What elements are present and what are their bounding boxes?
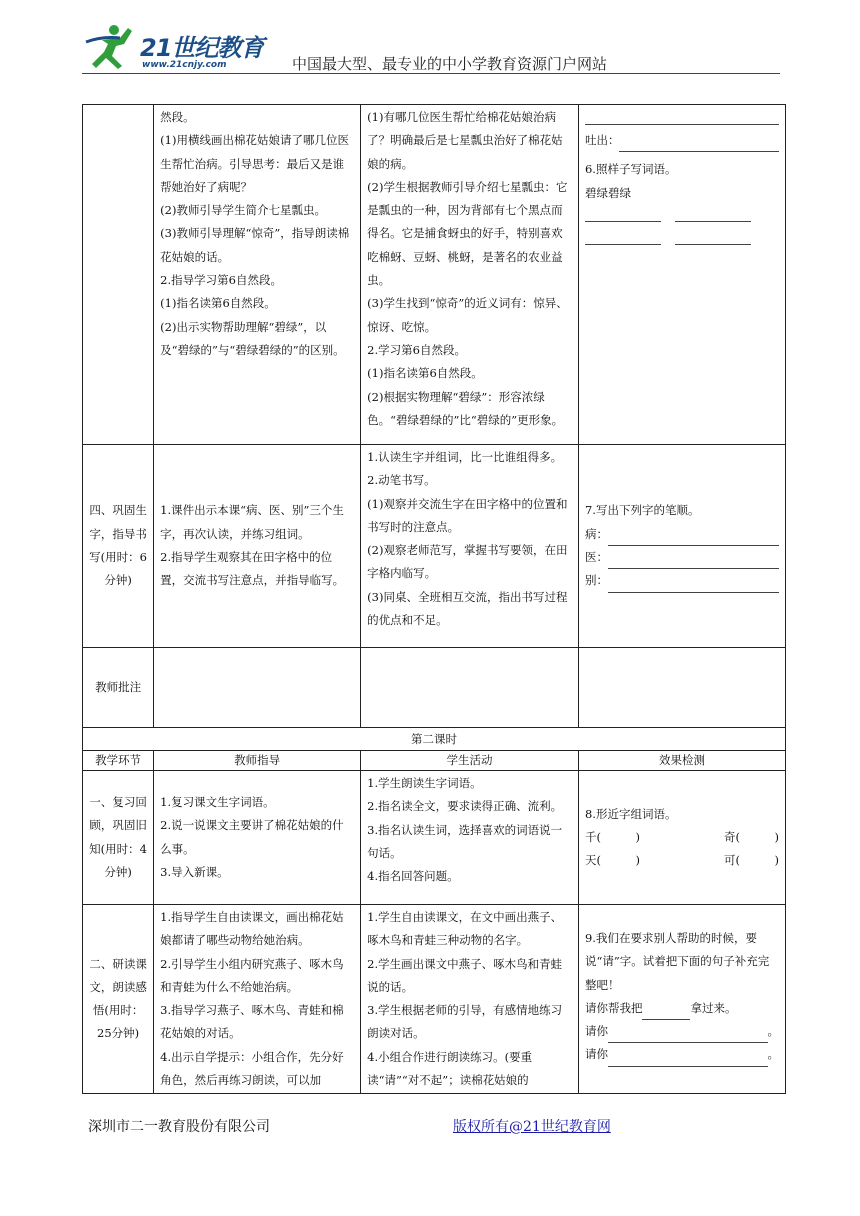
word-pair-item: 可( ) <box>724 853 779 868</box>
answer-line[interactable] <box>585 110 779 125</box>
text-line: 2.学习第6自然段。 <box>367 342 466 357</box>
teacher-notes-label: 教师批注 <box>83 648 154 728</box>
running-figure-icon <box>82 22 142 72</box>
answer-blank[interactable] <box>608 578 779 593</box>
column-header: 效果检测 <box>578 751 785 771</box>
text-line: 2.指导学生观察其在田字格中的位置，交流书写注意点，并指导临写。 <box>160 550 345 588</box>
sentence-part: 。 <box>767 1024 779 1039</box>
student-activity-cell <box>361 105 579 445</box>
text-line: 3.指导学习燕子、啄木鸟、青蛙和棉花姑娘的对话。 <box>160 1003 344 1041</box>
footer-company: 深圳市二一教育股份有限公司 <box>88 1119 270 1135</box>
text-line: 3.导入新课。 <box>160 864 229 879</box>
teacher-guidance-cell <box>154 445 361 648</box>
table-row <box>83 771 786 905</box>
stage-cell: 四、巩固生字，指导书写(用时：6分钟) <box>83 445 154 648</box>
text-line: (1)观察并交流生字在田字格中的位置和书写时的注意点。 <box>367 496 568 534</box>
text-line: 2.指导学习第6自然段。 <box>160 273 282 288</box>
answer-blank[interactable] <box>608 531 779 546</box>
text-line: 4.指名回答问题。 <box>367 869 459 884</box>
question-7: 7.写出下列字的笔顺。 <box>584 503 700 518</box>
column-header: 学生活动 <box>361 751 579 771</box>
answer-blank[interactable] <box>585 230 661 245</box>
stage-cell: 二、研读课文，朗读感悟(用时：25分钟) <box>83 905 154 1094</box>
question-9: 9.我们在要求别人帮助的时候，要说“请”字。试着把下面的句子补充完整吧！ <box>584 931 770 992</box>
text-line: (2)出示实物帮助理解“碧绿”，以及“碧绿的”与“碧绿碧绿的”的区别。 <box>160 319 345 357</box>
student-activity-cell <box>361 905 579 1094</box>
answer-blank[interactable] <box>608 1052 768 1067</box>
question-6: 6.照样子写词语。 <box>584 162 677 177</box>
column-header: 教学环节 <box>83 751 154 771</box>
word-pair-item: 千( ) <box>584 829 640 844</box>
text-line: (2)观察老师范写，掌握书写要领，在田字格内临写。 <box>367 543 568 581</box>
table-row <box>83 905 786 1094</box>
text-line: 3.指名认读生词，选择喜欢的词语说一句话。 <box>367 822 563 860</box>
text-line: 1.学生自由读课文，在文中画出燕子、啄木鸟和青蛙三种动物的名字。 <box>367 910 563 948</box>
char-label: 病： <box>584 526 608 541</box>
text-line: 2.说一说课文主要讲了棉花姑娘的什么事。 <box>160 818 344 856</box>
text-line: 3.学生根据老师的引导，有感情地练习朗读对话。 <box>367 1003 563 1041</box>
table-header-row <box>83 751 786 771</box>
stage-cell <box>83 105 154 445</box>
text-line: (2)教师引导学生简介七星瓢虫。 <box>160 203 326 218</box>
text-line: (1)用横线画出棉花姑娘请了哪几位医生帮忙治病。引导思考：最后又是谁帮她治好了病呢？ <box>160 133 349 194</box>
logo-text: 21世纪教育 <box>140 34 264 62</box>
text-line: 1.指导学生自由读课文，画出棉花姑娘都请了哪些动物给她治病。 <box>160 910 344 948</box>
table-row <box>83 728 786 751</box>
student-activity-cell <box>361 445 579 648</box>
text-line: 1.复习课文生字词语。 <box>160 794 275 809</box>
header-divider <box>82 73 780 74</box>
char-label: 别： <box>584 573 608 588</box>
text-line: 然段。 <box>160 110 195 124</box>
text-line: (1)有哪几位医生帮忙给棉花姑娘治病了？明确最后是七星瓢虫治好了棉花姑娘的病。 <box>367 110 563 171</box>
text-line: 1.课件出示本课“病、医、别”三个生字，再次认读，并练习组词。 <box>160 503 344 541</box>
table-row <box>83 445 786 648</box>
lesson-plan-table <box>82 104 786 1094</box>
word-pair-item: 天( ) <box>584 853 640 868</box>
question-8: 8.形近字组词语。 <box>584 806 677 821</box>
text-line: 4.出示自学提示：小组合作，先分好角色，然后再练习朗读，可以加 <box>160 1049 344 1088</box>
text-line: 4.小组合作进行朗读练习。(要重读“请”“对不起”；读棉花姑娘的 <box>367 1049 533 1088</box>
answer-blank[interactable] <box>675 207 751 222</box>
effect-check-cell <box>578 105 785 445</box>
answer-blank[interactable] <box>585 207 661 222</box>
teacher-guidance-cell <box>154 105 361 445</box>
text-line: (2)学生根据教师引导介绍七星瓢虫：它是瓢虫的一种，因为背部有七个黑点而得名。它是捕食蚜虫的好手，特别喜欢吃棉蚜、豆蚜、桃蚜，是著名的农业益虫。 <box>367 179 568 288</box>
teacher-guidance-cell <box>154 771 361 905</box>
page-header <box>82 22 780 74</box>
sentence-part: 请你帮我把 <box>584 1000 643 1015</box>
example-word: 碧绿碧绿 <box>584 185 631 200</box>
answer-blank[interactable] <box>608 554 779 569</box>
spit-label: 吐出： <box>584 133 620 147</box>
stage-cell: 一、复习回顾，巩固旧知(用时：4分钟) <box>83 771 154 905</box>
text-line: 2.引导学生小组内研究燕子、啄木鸟和青蛙为什么不给她治病。 <box>160 956 344 994</box>
site-tagline: 中国最大型、最专业的中小学教育资源门户网站 <box>292 55 608 73</box>
text-line: 2.学生画出课文中燕子、啄木鸟和青蛙说的话。 <box>367 956 563 994</box>
notes-cell[interactable] <box>578 648 785 728</box>
text-line: 1.认读生字并组词，比一比谁组得多。 <box>367 450 563 464</box>
sentence-part: 。 <box>767 1047 779 1062</box>
logo-url: www.21cnjy.com <box>142 60 227 70</box>
effect-check-cell <box>578 771 785 905</box>
sentence-part: 请你 <box>584 1047 608 1062</box>
char-label: 医： <box>584 550 608 564</box>
table-row <box>83 105 786 445</box>
footer-copyright-link[interactable]: 版权所有@21世纪教育网 <box>453 1119 611 1135</box>
text-line: 2.指名读全文，要求读得正确、流利。 <box>367 799 563 814</box>
answer-blank[interactable] <box>675 230 751 245</box>
effect-check-cell <box>578 445 785 648</box>
answer-blank[interactable] <box>642 1005 690 1020</box>
student-activity-cell <box>361 771 579 905</box>
table-row <box>83 648 786 728</box>
text-line: (3)教师引导理解“惊奇”，指导朗读棉花姑娘的话。 <box>160 226 350 264</box>
text-line: (2)根据实物理解“碧绿”：形容浓绿色。“碧绿碧绿的”比“碧绿的”更形象。 <box>367 389 564 427</box>
text-line: (1)指名读第6自然段。 <box>367 366 483 381</box>
sentence-part: 请你 <box>584 1024 608 1039</box>
effect-check-cell <box>578 905 785 1094</box>
notes-cell[interactable] <box>361 648 579 728</box>
column-header: 教师指导 <box>154 751 361 771</box>
teacher-guidance-cell <box>154 905 361 1094</box>
section-title: 第二课时 <box>83 728 786 751</box>
text-line: (3)同桌、全班相互交流，指出书写过程的优点和不足。 <box>367 589 568 628</box>
text-line: 2.动笔书写。 <box>367 473 436 488</box>
text-line: (1)指名读第6自然段。 <box>160 296 276 311</box>
notes-cell[interactable] <box>154 648 361 728</box>
answer-blank[interactable] <box>619 137 779 152</box>
text-line: (3)学生找到“惊奇”的近义词有：惊异、惊讶、吃惊。 <box>367 296 568 334</box>
word-pair-item: 奇( ) <box>724 829 779 844</box>
answer-blank[interactable] <box>608 1028 768 1043</box>
sentence-part: 拿过来。 <box>690 1000 737 1015</box>
logo <box>82 22 282 72</box>
text-line: 1.学生朗读生字词语。 <box>367 776 482 790</box>
